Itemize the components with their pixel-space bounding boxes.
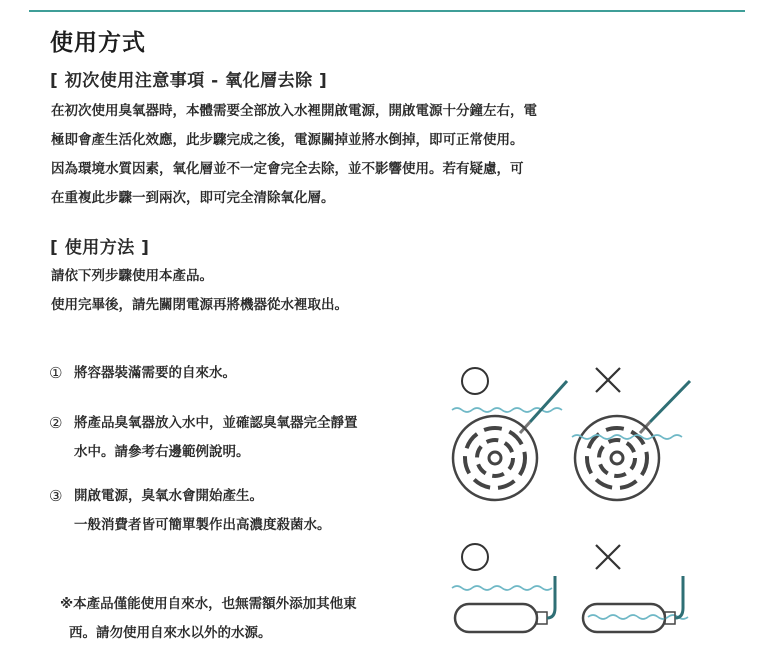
- paragraph-line: 因為環境水質因素，氧化層並不一定會完全去除，並不影響使用。若有疑慮，可: [51, 161, 524, 177]
- water-surface-icon: [572, 435, 682, 439]
- water-surface-icon: [452, 586, 552, 590]
- cable-icon: [530, 381, 567, 422]
- usage-paragraph: [51, 262, 348, 320]
- step-text: 水中。請參考右邊範例說明。: [74, 444, 250, 460]
- page-title: 使用方式: [50, 30, 146, 56]
- wrong-mark-icon: [596, 545, 620, 569]
- correct-submerged-example: [452, 368, 567, 500]
- step-text: 開啟電源，臭氧水會開始產生。: [74, 488, 263, 504]
- paragraph-line: 極即會產生活化效應，此步驟完成之後，電源關掉並將水倒掉，即可正常使用。: [51, 132, 524, 148]
- correct-mark-icon: [462, 368, 488, 394]
- paragraph-line: 在初次使用臭氧器時，本體需要全部放入水裡開啟電源，開啟電源十分鐘左右，電: [51, 103, 537, 119]
- cable-icon: [675, 576, 683, 618]
- step-number: ②: [49, 414, 63, 432]
- water-surface-icon: [588, 615, 688, 619]
- wrong-mark-icon: [596, 368, 620, 392]
- oxide-removal-paragraph: [51, 97, 537, 213]
- step-text: 將產品臭氧器放入水中，並確認臭氧器完全靜置: [74, 415, 358, 431]
- paragraph-line: 請依下列步驟使用本產品。: [51, 268, 213, 284]
- ozone-tube-icon: [455, 604, 537, 632]
- cable-icon: [547, 576, 555, 618]
- paragraph-line: 在重複此步驟一到兩次，即可完全清除氧化層。: [51, 190, 335, 206]
- step-text: 將容器裝滿需要的自來水。: [74, 365, 236, 381]
- section-heading-oxide-removal: [ 初次使用注意事項 - 氧化層去除 ]: [50, 71, 328, 91]
- section-heading-usage: [ 使用方法 ]: [50, 238, 150, 258]
- step-1: [49, 359, 236, 388]
- water-surface-icon: [452, 408, 562, 412]
- cable-icon: [650, 381, 690, 422]
- step-3: [49, 482, 331, 540]
- tap-water-notice: [60, 590, 357, 648]
- step-number: ③: [49, 487, 63, 505]
- step-2: [49, 409, 358, 467]
- notice-line: 西。請勿使用自來水以外的水源。: [69, 625, 272, 641]
- paragraph-line: 使用完畢後，請先關閉電源再將機器從水裡取出。: [51, 297, 348, 313]
- step-text: 一般消費者皆可簡單製作出高濃度殺菌水。: [74, 517, 331, 533]
- step-number: ①: [49, 364, 63, 382]
- ozone-tube-icon: [583, 604, 665, 632]
- correct-mark-icon: [462, 544, 488, 570]
- placement-illustration: [440, 360, 730, 650]
- correct-tube-example: [452, 544, 555, 632]
- notice-line: ※本產品僅能使用自來水，也無需額外添加其他東: [60, 596, 357, 612]
- wrong-partial-example: [572, 368, 690, 500]
- top-divider: [29, 10, 745, 12]
- wrong-tube-example: [583, 545, 688, 632]
